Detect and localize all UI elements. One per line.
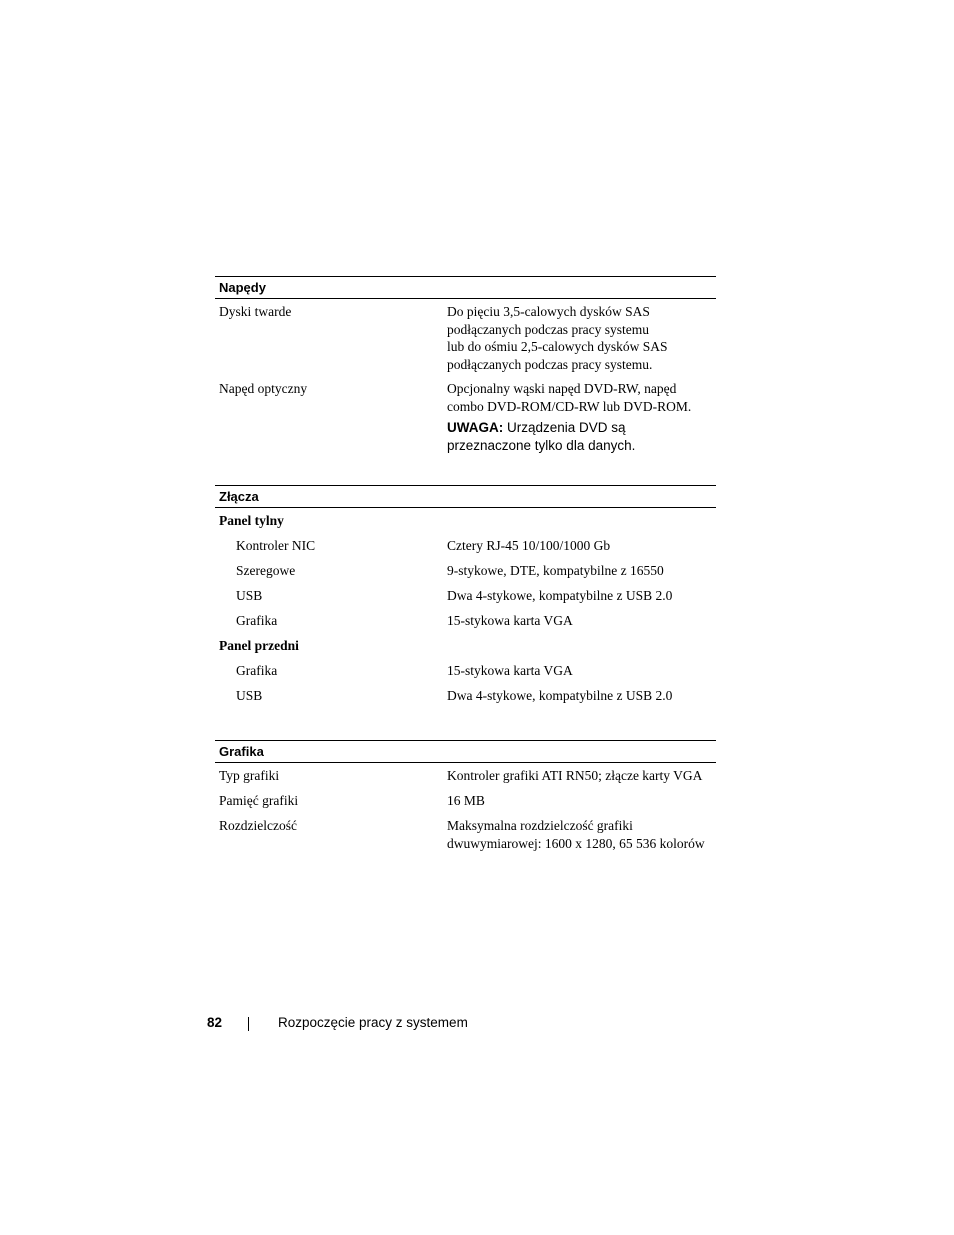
- graphics-section: [215, 740, 716, 860]
- row-label: Grafika: [236, 613, 278, 628]
- page-number: 82: [207, 1015, 223, 1030]
- hdd-value-line: lub do ośmiu 2,5-calowych dysków SAS: [447, 339, 668, 354]
- row-value: Cztery RJ-45 10/100/1000 Gb: [447, 538, 611, 553]
- hdd-value-line: podłączanych podczas pracy systemu.: [447, 356, 653, 372]
- optical-value: [447, 380, 722, 455]
- row-label: USB: [236, 688, 263, 703]
- rear-panel-label: Panel tylny: [219, 513, 284, 528]
- row-value: 15-stykowa karta VGA: [447, 663, 573, 678]
- optical-value-line: combo DVD-ROM/CD-RW lub DVD-ROM.: [447, 398, 692, 414]
- connectors-section: [215, 485, 716, 715]
- footer-title: Rozpoczęcie pracy z systemem: [278, 1015, 468, 1030]
- note-line: przeznaczone tylko dla danych.: [447, 438, 636, 453]
- optical-value-line: Opcjonalny wąski napęd DVD-RW, napęd: [447, 381, 677, 396]
- drives-section: [215, 276, 716, 456]
- hdd-value: [447, 303, 722, 373]
- row-value-line: Maksymalna rozdzielczość grafiki: [447, 818, 633, 833]
- row-label: USB: [236, 588, 263, 603]
- row-value-line: 16 MB: [447, 793, 485, 808]
- graphics-heading: Grafika: [215, 740, 716, 763]
- row-label: Rozdzielczość: [219, 818, 297, 833]
- drives-heading: Napędy: [215, 276, 716, 299]
- front-panel-label: Panel przedni: [219, 638, 299, 653]
- hdd-label: Dyski twarde: [219, 304, 292, 319]
- connectors-heading: Złącza: [215, 485, 716, 508]
- row-value: 15-stykowa karta VGA: [447, 613, 573, 628]
- hdd-value-line: Do pięciu 3,5-calowych dysków SAS: [447, 304, 650, 319]
- row-value: [447, 767, 737, 785]
- note-line: Urządzenia DVD są: [507, 420, 626, 435]
- row-label: Szeregowe: [236, 563, 296, 578]
- row-value: Dwa 4-stykowe, kompatybilne z USB 2.0: [447, 588, 673, 603]
- row-value: Dwa 4-stykowe, kompatybilne z USB 2.0: [447, 688, 673, 703]
- optical-note: [447, 419, 722, 455]
- row-label: Kontroler NIC: [236, 538, 316, 553]
- footer-separator: [248, 1017, 249, 1031]
- note-label: UWAGA:: [447, 420, 504, 435]
- row-value: 9-stykowe, DTE, kompatybilne z 16550: [447, 563, 664, 578]
- row-value: [447, 792, 722, 810]
- row-value-line: Kontroler grafiki ATI RN50; złącze karty VGA: [447, 768, 703, 783]
- row-value: [447, 817, 737, 852]
- row-label: Grafika: [236, 663, 278, 678]
- optical-label: Napęd optyczny: [219, 381, 308, 396]
- hdd-value-line: podłączanych podczas pracy systemu: [447, 321, 650, 337]
- row-label: Pamięć grafiki: [219, 793, 299, 808]
- row-value-line: dwuwymiarowej: 1600 x 1280, 65 536 kolorów: [447, 835, 705, 851]
- row-label: Typ grafiki: [219, 768, 280, 783]
